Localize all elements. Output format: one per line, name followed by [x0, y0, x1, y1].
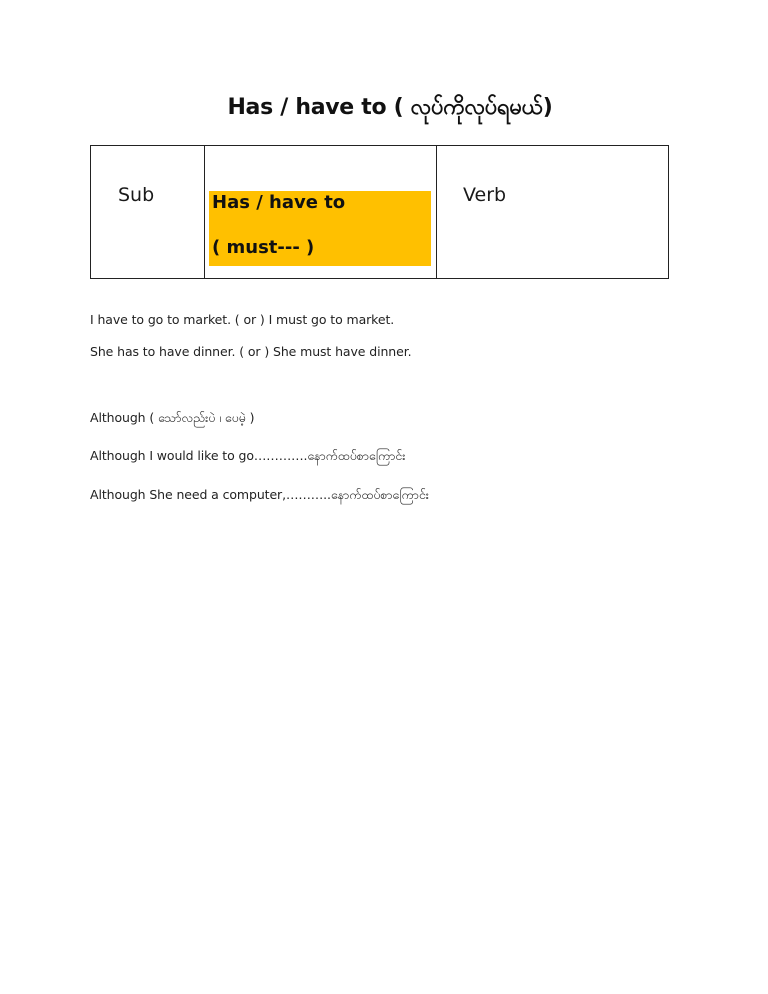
- example-sentence-2: She has to have dinner. ( or ) She must have dinner.: [90, 344, 412, 359]
- subject-label: Sub: [118, 184, 155, 206]
- subject-cell: [91, 146, 205, 279]
- modal-equivalent-label: ( must--- ): [212, 237, 315, 258]
- modal-label: Has / have to: [212, 192, 346, 213]
- table-row: [91, 146, 669, 279]
- verb-cell: [437, 146, 669, 279]
- modal-cell: [205, 146, 437, 279]
- verb-label: Verb: [463, 184, 507, 206]
- modal-highlight: [209, 191, 431, 266]
- example-sentence-1: I have to go to market. ( or ) I must go to market.: [90, 312, 395, 327]
- although-sentence-2: Although She need a computer,………..နောက်ထပ်စာကြောင်း: [90, 487, 429, 502]
- grammar-table: [90, 145, 669, 279]
- page-title: Has / have to ( လုပ်ကိုလုပ်ရမယ်): [227, 95, 553, 120]
- although-sentence-1: Although I would like to go………….နောက်ထပ်စာကြောင်း: [90, 448, 406, 463]
- although-heading: Although ( သော်လည်းပဲ ၊ ပေမဲ့ ): [90, 410, 255, 425]
